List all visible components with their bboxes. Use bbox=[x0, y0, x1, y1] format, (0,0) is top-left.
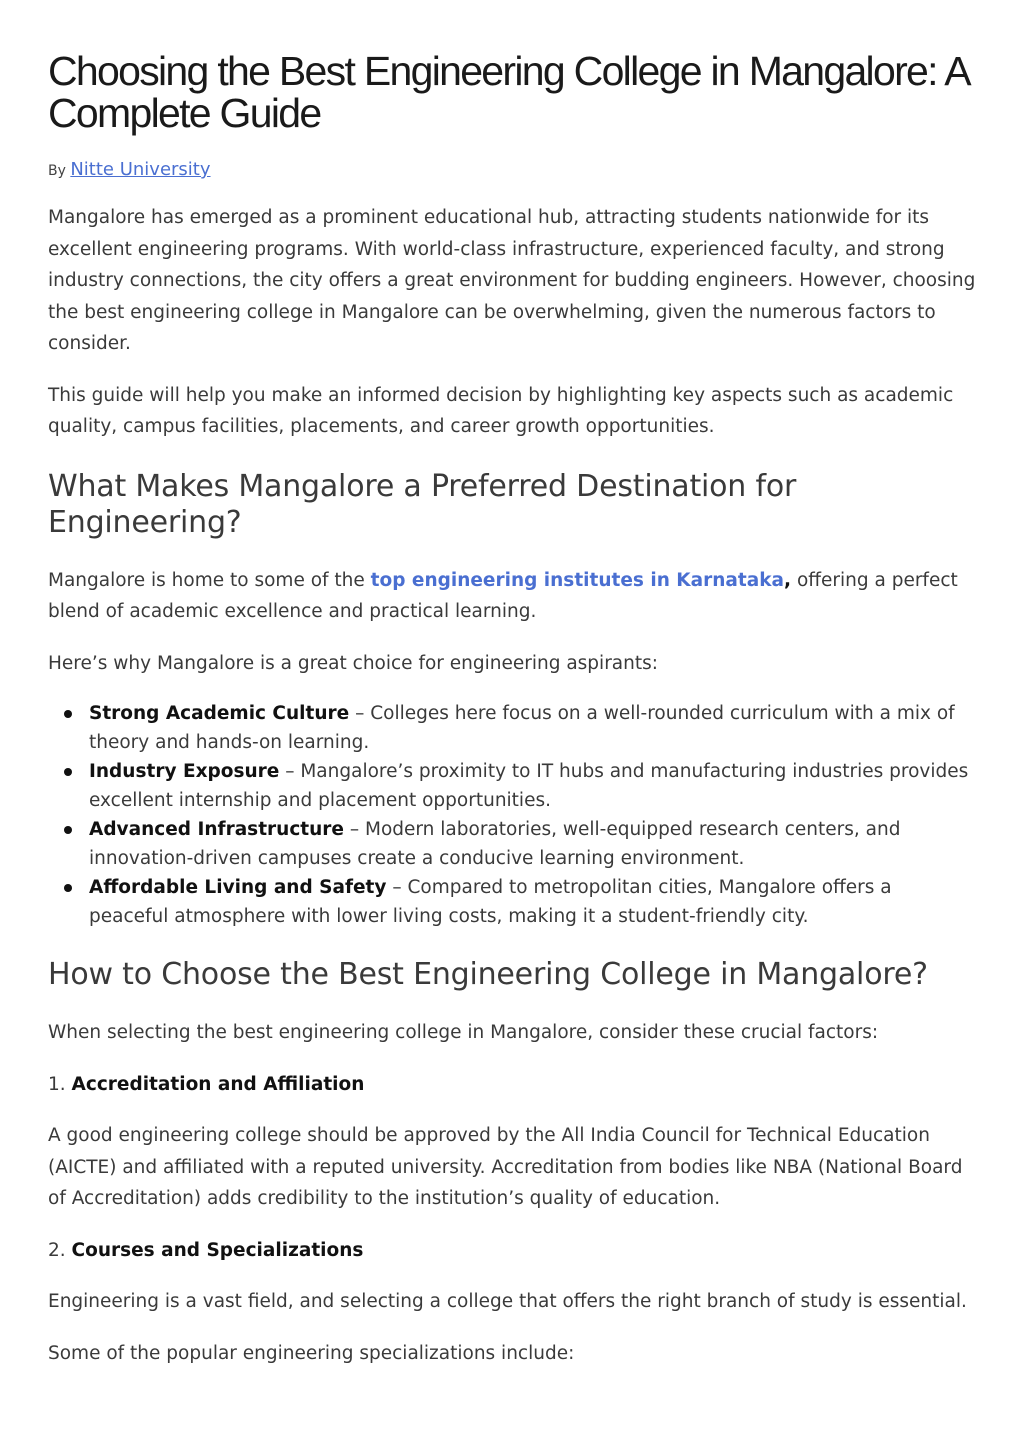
factor-2-number: 2. bbox=[48, 1239, 72, 1261]
page-title: Choosing the Best Engineering College in Mangalore: A Complete Guide bbox=[48, 48, 968, 136]
section1-paragraph bbox=[48, 565, 976, 628]
byline-prefix: By bbox=[48, 163, 66, 179]
factor-2-title: Courses and Specializations bbox=[71, 1239, 364, 1261]
factor-1-text: A good engineering college should be approved by the All India Council for Technical Education (AICTE) and affiliated with a reputed university. Accreditation from bodies like NBA (National Board of Accreditation) adds credibility to the institution’s quality of education. bbox=[48, 1125, 963, 1209]
top-institutes-link[interactable]: top engineering institutes in Karnataka bbox=[370, 569, 785, 591]
list-item-term: Affordable Living and Safety bbox=[89, 877, 387, 898]
list-item bbox=[48, 815, 976, 873]
section1-text-before: Mangalore is home to some of the bbox=[48, 569, 371, 591]
list-item-text: – Modern laboratories, well-equipped research centers, and innovation-driven campuses create a conducive learning environment. bbox=[89, 819, 901, 869]
factor-1-title: Accreditation and Affiliation bbox=[71, 1073, 365, 1095]
reasons-list bbox=[48, 699, 976, 931]
section2-lead: When selecting the best engineering college in Mangalore, consider these crucial factors: bbox=[48, 1022, 879, 1043]
factor-2-lead: Some of the popular engineering specializations include: bbox=[48, 1342, 575, 1364]
link-comma: , bbox=[784, 569, 792, 591]
list-item bbox=[48, 699, 976, 757]
author-link[interactable]: Nitte University bbox=[70, 159, 211, 180]
byline bbox=[48, 158, 976, 182]
list-item-text: – Compared to metropolitan cities, Mangalore offers a peaceful atmosphere with lower living costs, making it a student-friendly city. bbox=[89, 877, 892, 927]
factor-1-heading bbox=[48, 1069, 976, 1101]
intro-paragraph-2: This guide will help you make an informed decision by highlighting key aspects such as academic quality, campus facilities, placements, and career growth opportunities. bbox=[48, 384, 954, 437]
factor-2-text: Engineering is a vast field, and selecting a college that offers the right branch of study is essential. bbox=[48, 1291, 967, 1312]
bullet-icon bbox=[64, 826, 72, 834]
section1-lead: Here’s why Mangalore is a great choice for engineering aspirants: bbox=[48, 652, 658, 674]
bullet-icon bbox=[64, 884, 72, 892]
list-item-term: Strong Academic Culture bbox=[89, 703, 350, 724]
intro-paragraph-1: Mangalore has emerged as a prominent educational hub, attracting students nationwide for its excellent engineering programs. With world-class infrastructure, experienced faculty, and strong industry connections, the city offers a great environment for budding engineers. However, choosing the best engineering college in Mangalore can be overwhelming, given the numerous factors to consider. bbox=[48, 207, 976, 354]
section1-text-after: offering a perfect blend of academic excellence and practical learning. bbox=[48, 569, 958, 622]
section-heading-how-to-choose: How to Choose the Best Engineering College in Mangalore? bbox=[48, 957, 928, 992]
list-item-term: Advanced Infrastructure bbox=[89, 819, 344, 840]
list-item-text: – Colleges here focus on a well-rounded curriculum with a mix of theory and hands-on learning. bbox=[89, 703, 955, 753]
list-item-text: – Mangalore’s proximity to IT hubs and manufacturing industries provides excellent internship and placement opportunities. bbox=[89, 761, 969, 811]
list-item-term: Industry Exposure bbox=[89, 761, 280, 782]
list-item bbox=[48, 873, 976, 931]
factor-1-number: 1. bbox=[48, 1073, 72, 1095]
bullet-icon bbox=[64, 768, 72, 776]
bullet-icon bbox=[64, 710, 72, 718]
section-heading-why-mangalore: What Makes Mangalore a Preferred Destination for Engineering? bbox=[48, 468, 797, 540]
factor-2-heading bbox=[48, 1235, 976, 1267]
list-item bbox=[48, 757, 976, 815]
